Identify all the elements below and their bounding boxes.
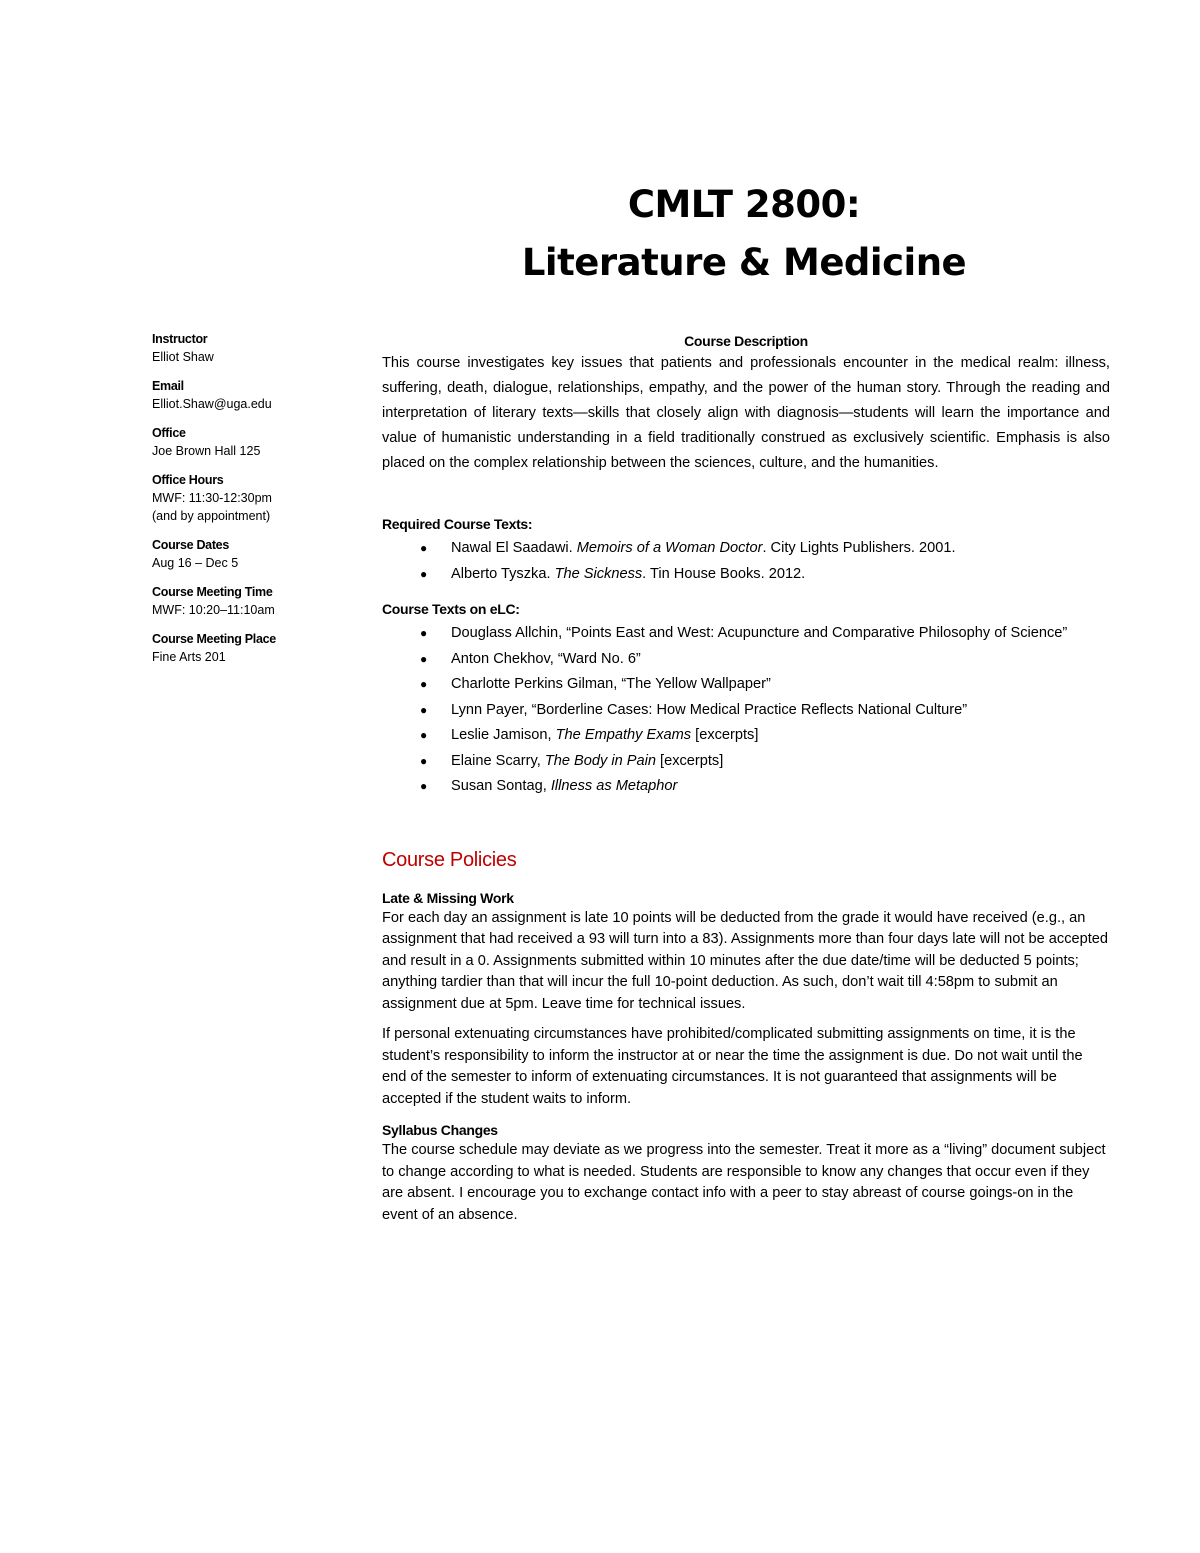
book-text: Charlotte Perkins Gilman, “The Yellow Wallpaper”: [451, 676, 771, 692]
sidebar-info-value: MWF: 10:20–11:10am: [152, 603, 275, 617]
book-text: Susan Sontag,: [451, 778, 551, 794]
sidebar-info-value: Aug 16 – Dec 5: [152, 556, 239, 570]
course-title-code: CMLT 2800:: [627, 183, 861, 226]
book-text: Lynn Payer, “Borderline Cases: How Medical Practice Reflects National Culture”: [451, 701, 968, 718]
sidebar-info-block: [152, 331, 362, 366]
extenuating-circumstances-paragraph: If personal extenuating circumstances have prohibited/complicated submitting assignments on time, it is the student’s responsibility to inform the instructor at or near the time the assignment is due. Do not wait until the end of the semester to inform of extenuating circumstances. It is not guaranteed that assignments will be accepted if the student waits to inform.: [382, 1026, 1083, 1107]
sidebar-info-block: [152, 584, 362, 619]
book-title: The Body in Pain: [544, 752, 656, 769]
book-text: Douglass Allchin, “Points East and West: Acupuncture and Comparative Philosophy of Science”: [451, 625, 1068, 641]
sidebar-info-value: (and by appointment): [152, 509, 271, 523]
sidebar-info-block: [152, 631, 362, 666]
book-title: The Empathy Exams: [555, 727, 692, 743]
book-text: Anton Chekhov, “Ward No. 6”: [451, 650, 641, 667]
bullet-icon: ●: [420, 702, 428, 717]
sidebar-info-label: Office: [152, 426, 186, 440]
required-texts-list: [382, 536, 1110, 587]
sidebar-info-block: [152, 425, 362, 460]
sidebar-info-label: Instructor: [152, 332, 208, 346]
sidebar-info-value: Elliot.Shaw@uga.edu: [152, 397, 272, 411]
course-description-heading: Course Description: [684, 333, 808, 349]
course-policies-heading: Course Policies: [382, 848, 517, 871]
late-work-heading: Late & Missing Work: [382, 889, 514, 906]
late-work-paragraph: For each day an assignment is late 10 points will be deducted from the grade it would have received (e.g., an assignment that had received a 93 will turn into a 83). Assignments more than four days late will not be accepted and result in a 0. Assignments submitted within 10 minutes after the due date/time will be deducted 5 points; anything tardier than that will incur the full 10-point deduction. As such, don’t wait till 4:58pm to submit an assignment due at 5pm. Leave time for technical issues.: [382, 909, 1109, 1012]
book-title: The Sickness: [554, 565, 643, 582]
book-list-item: [382, 723, 1110, 749]
elc-texts-list: [382, 621, 1110, 800]
sidebar-info-block: [152, 537, 362, 572]
book-text: . City Lights Publishers. 2001.: [762, 540, 956, 556]
book-text: Elaine Scarry,: [451, 752, 545, 769]
course-description-body: This course investigates key issues that patients and professionals encounter in the medical realm: illness, suffering, death, dialogue, relationships, empathy, and the power of the human story. Through the reading and interpretation of literary texts—skills that closely align with diagnosis—students will learn the importance and value of humanistic understanding in a field traditionally construed as exclusively scientific. Emphasis is also placed on the complex relationship between the sciences, culture, and the humanities.: [382, 355, 1110, 471]
sidebar-info-block: [152, 378, 362, 413]
book-text: Leslie Jamison,: [451, 727, 556, 743]
book-list-item: [382, 749, 1110, 775]
bullet-icon: ●: [420, 566, 428, 581]
book-list-item: [382, 562, 1110, 588]
book-list-item: [382, 774, 1110, 800]
sidebar-info-label: Course Dates: [152, 538, 229, 552]
course-title-name: Literature & Medicine: [521, 241, 967, 284]
bullet-icon: ●: [420, 541, 428, 555]
sidebar-info-block: [152, 472, 362, 525]
book-title: Memoirs of a Woman Doctor: [576, 540, 763, 556]
course-info-sidebar: [152, 331, 362, 678]
sidebar-info-label: Office Hours: [152, 473, 224, 487]
sidebar-info-value: Joe Brown Hall 125: [152, 444, 261, 458]
bullet-icon: ●: [420, 626, 428, 640]
book-text: [excerpts]: [691, 727, 759, 743]
book-title: Illness as Metaphor: [550, 778, 678, 794]
sidebar-info-label: Email: [152, 379, 184, 393]
sidebar-info-value: MWF: 11:30-12:30pm: [152, 491, 272, 505]
bullet-icon: ●: [420, 728, 428, 742]
sidebar-info-value: Fine Arts 201: [152, 650, 226, 664]
bullet-icon: ●: [420, 779, 428, 793]
book-list-item: [382, 647, 1110, 673]
sidebar-info-label: Course Meeting Place: [152, 632, 276, 646]
course-title: [380, 176, 1108, 292]
book-text: Alberto Tyszka.: [451, 565, 555, 582]
book-list-item: [382, 536, 1110, 562]
bullet-icon: ●: [420, 753, 428, 768]
syllabus-changes-heading: Syllabus Changes: [382, 1122, 498, 1138]
book-list-item: [382, 672, 1110, 698]
elc-texts-heading: Course Texts on eLC:: [382, 601, 520, 617]
sidebar-info-label: Course Meeting Time: [152, 585, 273, 599]
bullet-icon: ●: [420, 677, 428, 691]
book-text: . Tin House Books. 2012.: [642, 565, 806, 582]
book-text: [excerpts]: [655, 752, 724, 769]
required-texts-heading: Required Course Texts:: [382, 516, 533, 532]
book-text: Nawal El Saadawi.: [451, 540, 577, 556]
bullet-icon: ●: [420, 651, 428, 666]
main-column: [382, 331, 1110, 1226]
sidebar-info-value: Elliot Shaw: [152, 350, 214, 364]
book-list-item: [382, 621, 1110, 647]
syllabus-changes-paragraph: The course schedule may deviate as we progress into the semester. Treat it more as a “living” document subject to change according to what is needed. Students are responsible to know any changes that occur even if they are absent. I encourage you to exchange contact info with a peer to stay abreast of course goings-on in the event of an absence.: [382, 1142, 1106, 1223]
book-list-item: [382, 698, 1110, 724]
